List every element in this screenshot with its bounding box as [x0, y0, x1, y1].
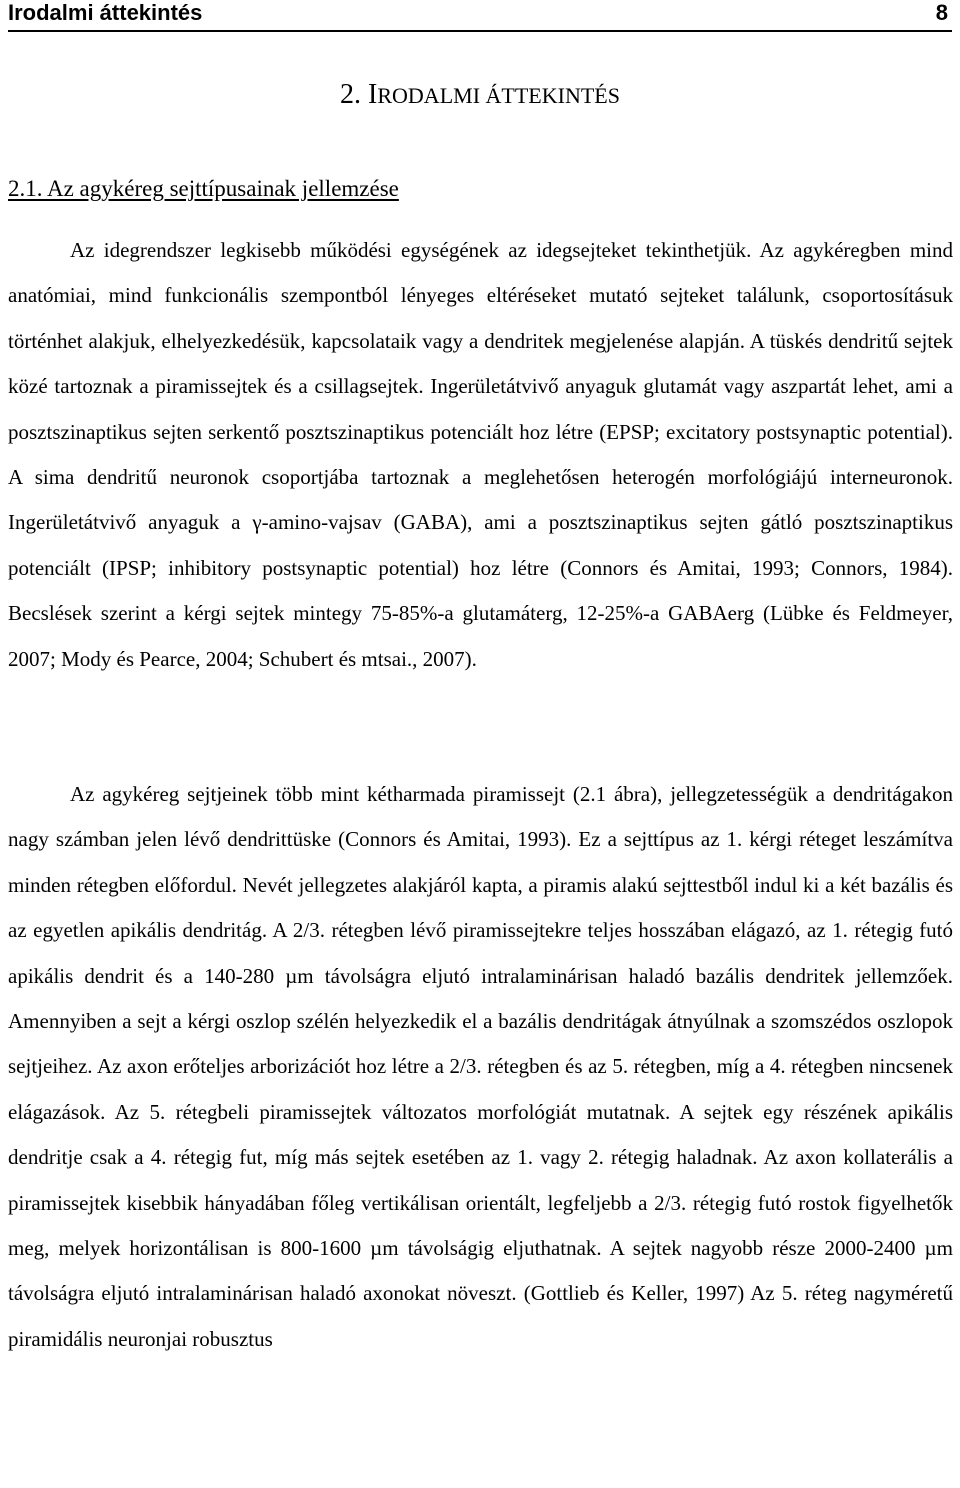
chapter-number: 2. [340, 79, 369, 110]
running-header [8, 0, 952, 32]
header-title: Irodalmi áttekintés [8, 0, 203, 25]
chapter-title [0, 78, 960, 113]
section-title: 2.1. Az agykéreg sejttípusainak jellemzése [8, 176, 399, 201]
body-paragraph-1: Az idegrendszer legkisebb működési egységének az idegsejteket tekinthetjük. Az agykéregben mind anatómiai, mind funkcionális szempontból lényeges eltéréseket mutató sejteket találunk, csoportosításuk történhet alakjuk, elhelyezkedésük, kapcsolataik vagy a dendritek megjelenése alapján. A tüskés dendritű sejtek közé tartoznak a piramissejtek és a csillagsejtek. Ingerületátvivő anyaguk glutamát vagy aszpartát lehet, ami a posztszinaptikus sejten serkentő posztszinaptikus potenciált hoz létre (EPSP; excitatory postsynaptic potential). A sima dendritű neuronok csoportjába tartoznak a meglehetősen heterogén morfológiájú interneuronok. Ingerületátvivő anyaguk a γ-amino-vajsav (GABA), ami a posztszinaptikus sejten gátló posztszinaptikus potenciált (IPSP; inhibitory postsynaptic potential) hoz létre (Connors és Amitai, 1993; Connors, 1984). Becslések szerint a kérgi sejtek mintegy 75-85%-a glutamáterg, 12-25%-a GABAerg (Lübke és Feldmeyer, 2007; Mody és Pearce, 2004; Schubert és mtsai., 2007). [8, 238, 953, 671]
chapter-title-rest: RODALMI ÁTTEKINTÉS [377, 83, 620, 108]
chapter-title-initial: I [368, 79, 378, 110]
body-paragraph-2: Az agykéreg sejtjeinek több mint kétharmada piramissejt (2.1 ábra), jellegzetességük a dendritágakon nagy számban jelen lévő dendrittüske (Connors és Amitai, 1993). Ez a sejttípus az 1. kérgi réteget leszámítva minden rétegben előfordul. Nevét jellegzetes alakjáról kapta, a piramis alakú sejttestből indul ki a két bazális és az egyetlen apikális dendritág. A 2/3. rétegben lévő piramissejtekre teljes hosszában elágazó, az 1. rétegig futó apikális dendrit és a 140-280 µm távolságra eljutó intralaminárisan haladó bazális dendritek jellemzőek. Amennyiben a sejt a kérgi oszlop szélén helyezkedik el a bazális dendritágak átnyúlnak a szomszédos oszlopok sejtjeihez. Az axon erőteljes arborizációt hoz létre a 2/3. rétegben és az 5. rétegben, míg a 4. rétegben nincsenek elágazások. Az 5. rétegbeli piramissejtek változatos morfológiát mutatnak. A sejtek egy részének apikális dendritje csak a 4. rétegig fut, míg más sejtek esetében az 1. vagy 2. rétegig haladnak. Az axon kollaterális a piramissejtek kisebbik hányadában főleg vertikálisan orientált, legfeljebb a 2/3. rétegig futó rostok figyelhetők meg, melyek horizontálisan is 800-1600 µm távolságig eljuthatnak. A sejtek nagyobb része 2000-2400 µm távolságra eljutó intralaminárisan haladó axonokat növeszt. (Gottlieb és Keller, 1997) Az 5. réteg nagyméretű piramidális neuronjai robusztus [8, 782, 953, 1351]
page-number: 8 [935, 0, 948, 25]
